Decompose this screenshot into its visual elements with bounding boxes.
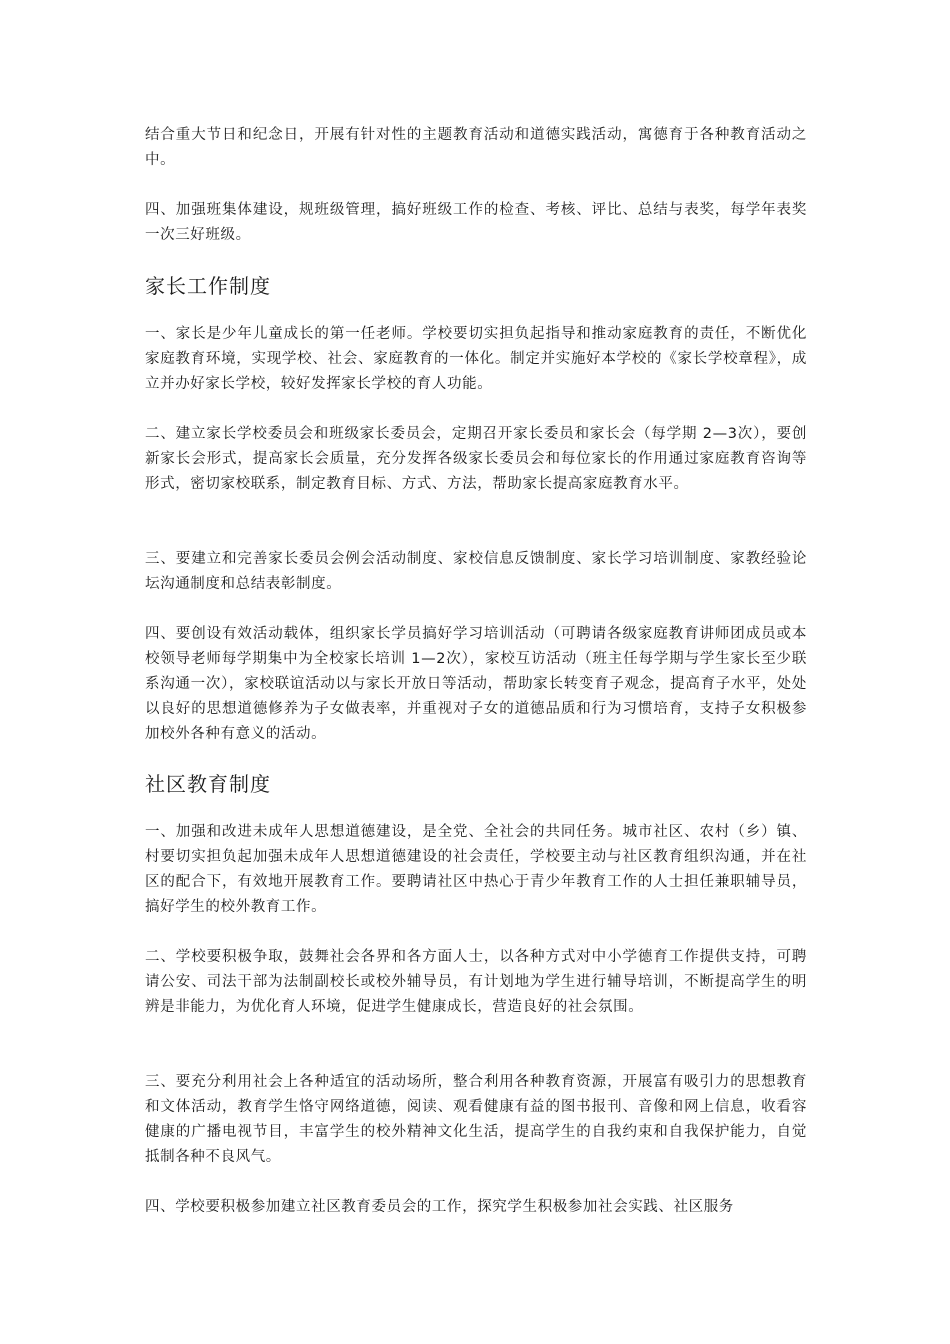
intro-paragraph-2: 四、加强班集体建设，规班级管理，搞好班级工作的检查、考核、评比、总结与表奖，每学年表奖一次三好班级。	[145, 202, 807, 243]
parent-section-title: 家长工作制度	[145, 274, 271, 298]
parent-paragraph-2: 二、建立家长学校委员会和班级家长委员会，定期召开家长委员和家长会（每学期 2—3次），要创新家长会形式，提高家长会质量，充分发挥各级家长委员会和每位家长的作用通过家庭教育咨询等形式，密切家校联系，制定教育目标、方式、方法，帮助家长提高家庭教育水平。	[145, 426, 807, 492]
community-paragraph-2: 二、学校要积极争取，鼓舞社会各界和各方面人士，以各种方式对中小学德育工作提供支持，可聘请公安、司法干部为法制副校长或校外辅导员，有计划地为学生进行辅导培训，不断提高学生的明辨是非能力，为优化育人环境，促进学生健康成长，营造良好的社会氛围。	[145, 949, 807, 1015]
community-section-title: 社区教育制度	[145, 772, 271, 796]
parent-paragraph-1: 一、家长是少年儿童成长的第一任老师。学校要切实担负起指导和推动家庭教育的责任，不断优化家庭教育环境，实现学校、社会、家庭教育的一体化。制定并实施好本学校的《家长学校章程》，成立并办好家长学校，较好发挥家长学校的育人功能。	[145, 326, 807, 392]
parent-paragraph-3: 三、要建立和完善家长委员会例会活动制度、家校信息反馈制度、家长学习培训制度、家教经验论坛沟通制度和总结表彰制度。	[145, 551, 807, 592]
community-paragraph-1: 一、加强和改进未成年人思想道德建设，是全党、全社会的共同任务。城市社区、农村（乡）镇、村要切实担负起加强未成年人思想道德建设的社会责任，学校要主动与社区教育组织沟通，并在社区的配合下，有效地开展教育工作。要聘请社区中热心于青少年教育工作的人士担任兼职辅导员，搞好学生的校外教育工作。	[145, 824, 807, 915]
community-paragraph-4: 四、学校要积极参加建立社区教育委员会的工作，探究学生积极参加社会实践、社区服务	[145, 1199, 734, 1215]
parent-paragraph-4: 四、要创设有效活动载体，组织家长学员搞好学习培训活动（可聘请各级家庭教育讲师团成员或本校领导老师每学期集中为全校家长培训 1—2次），家校互访活动（班主任每学期与学生家长至少联系沟通一次），家校联谊活动以与家长开放日等活动，帮助家长转变育子观念，提高育子水平，处处以良好的思想道德修养为子女做表率，并重视对子女的道德品质和行为习惯培育，支持子女积极参加校外各种有意义的活动。	[145, 626, 807, 742]
community-paragraph-3: 三、要充分利用社会上各种适宜的活动场所，整合利用各种教育资源，开展富有吸引力的思想教育和文体活动，教育学生恪守网络道德，阅读、观看健康有益的图书报刊、音像和网上信息，收看容健康的广播电视节目，丰富学生的校外精神文化生活，提高学生的自我约束和自我保护能力，自觉抵制各种不良风气。	[145, 1074, 807, 1165]
intro-paragraph-1: 结合重大节日和纪念日，开展有针对性的主题教育活动和道德实践活动，寓德育于各种教育活动之中。	[145, 127, 807, 168]
